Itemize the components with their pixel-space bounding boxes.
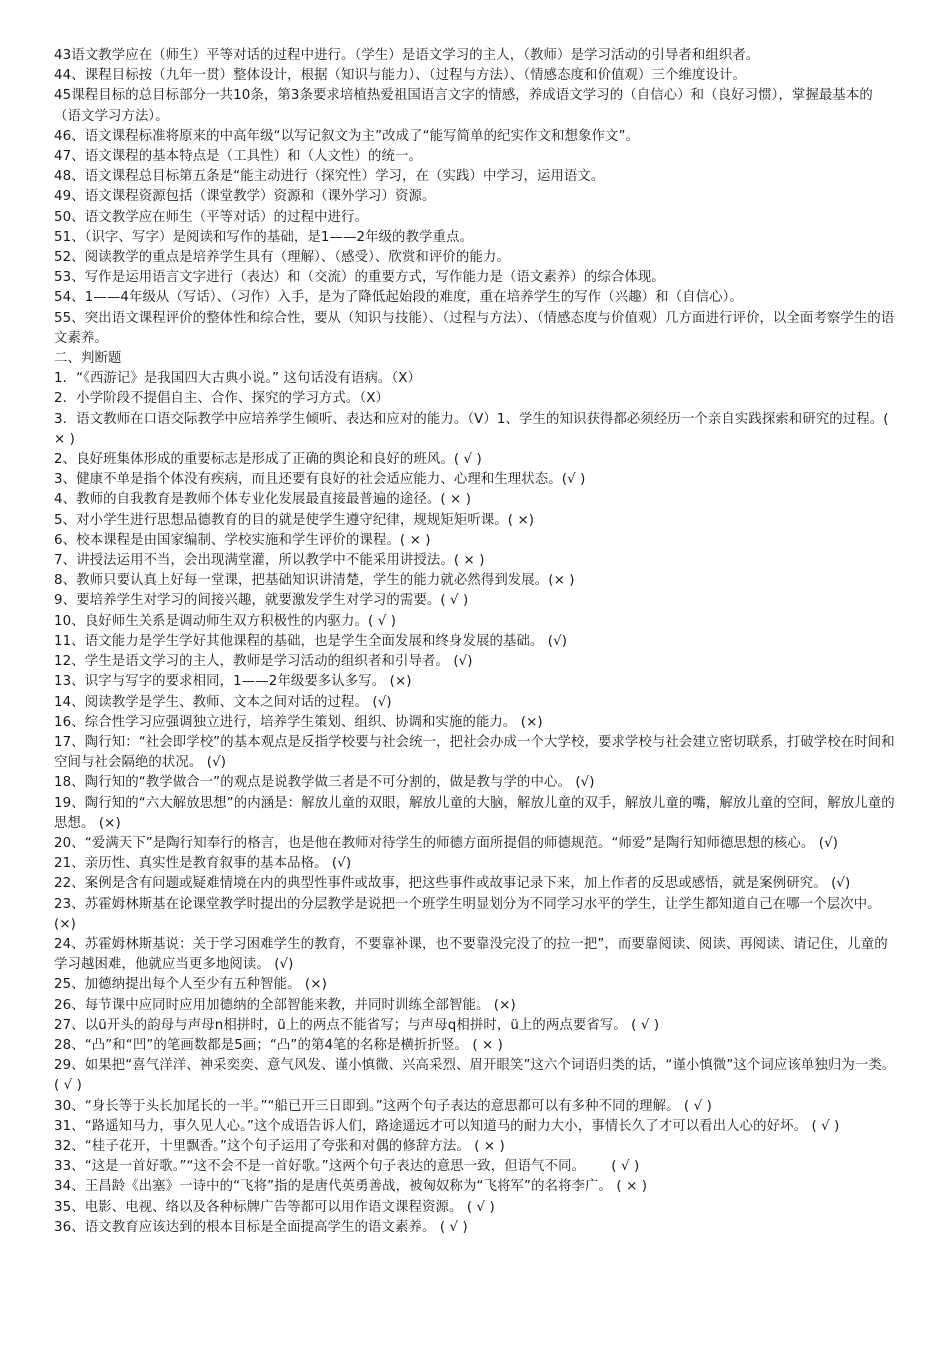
text-line: 20、“爱满天下”是陶行知奉行的格言，也是他在教师对待学生的师德方面所提倡的师德规范。“师爱”是陶行知师德思想的核心。 (√): [54, 835, 839, 851]
text-line: 45课程目标的总目标部分一共10条，第3条要求培植热爱祖国语言文字的情感，养成语文学习的（自信心）和（良好习惯），掌握最基本的（语文学习方法）。: [54, 88, 873, 124]
text-line: 32、“桂子花开，十里飘香。”这个句子运用了夸张和对偶的修辞方法。 ( × ): [54, 1138, 505, 1154]
text-line: 29、如果把“喜气洋洋、神采奕奕、意气风发、谨小慎微、兴高采烈、眉开眼笑”这六个词语归类的话，“谨小慎微”这个词应该单独归为一类。 ( √ ): [54, 1058, 900, 1094]
text-line: 53、写作是运用语言文字进行（表达）和（交流）的重要方式，写作能力是（语文素养）的综合体现。: [54, 270, 665, 286]
text-line: 21、亲历性、真实性是教育叙事的基本品格。 (√): [54, 856, 352, 872]
text-line: 43语文教学应在（师生）平等对话的过程中进行。（学生）是语文学习的主人，（教师）是学习活动的引导者和组织者。: [54, 48, 760, 63]
text-line: 48、语文课程总目标第五条是“能主动进行（探究性）学习，在（实践）中学习，运用语文。: [54, 169, 605, 185]
text-line: 8、教师只要认真上好每一堂课，把基础知识讲清楚，学生的能力就必然得到发展。(× ): [54, 573, 575, 589]
text-line: 54、1——4年级从（写话）、（习作）入手，是为了降低起始段的难度，重在培养学生的写作（兴趣）和（自信心）。: [54, 290, 743, 306]
text-line: 5、对小学生进行思想品德教育的目的就是使学生遵守纪律，规规矩矩听课。( ×): [54, 512, 535, 528]
text-line: 35、电影、电视、络以及各种标牌广告等都可以用作语文课程资源。 ( √ ): [54, 1199, 495, 1215]
text-line: 49、语文课程资源包括（课堂教学）资源和（课外学习）资源。: [54, 189, 436, 205]
text-line: 34、王昌龄《出塞》一诗中的“飞将”指的是唐代英勇善战，被匈奴称为“飞将军”的名将李广。 ( × ): [54, 1179, 648, 1195]
text-line: 2、良好班集体形成的重要标志是形成了正确的舆论和良好的班风。( √ ): [54, 452, 482, 468]
text-line: 24、苏霍姆林斯基说：关于学习困难学生的教育，不要靠补课，也不要靠没完没了的拉一把”，而要靠阅读、阅读、再阅读、请记住，儿童的学习越困难，他就应当更多地阅读。 (√): [54, 936, 888, 973]
text-line: 12、学生是语文学习的主人，教师是学习活动的组织者和引导者。 (√): [54, 654, 473, 670]
text-line: 44、课程目标按（九年一贯）整体设计，根据（知识与能力）、（过程与方法）、（情感态度和价值观）三个维度设计。: [54, 68, 746, 84]
text-line: 25、加德纳提出每个人至少有五种智能。 (×): [54, 977, 327, 993]
text-line: 26、每节课中应同时应用加德纳的全部智能来教，并同时训练全部智能。 (×): [54, 997, 516, 1013]
text-line: 46、语文课程标准将原来的中高年级“以写记叙文为主”改成了“能写简单的纪实作文和想象作文”。: [54, 128, 640, 144]
text-line: 10、良好师生关系是调动师生双方积极性的内驱力。( √ ): [54, 613, 397, 629]
text-line: 17、陶行知：“社会即学校”的基本观点是反指学校要与社会统一，把社会办成一个大学校，要求学校与社会建立密切联系，打破学校在时间和空间与社会隔绝的状况。 (√): [54, 734, 895, 771]
text-line: 28、“凸”和“凹”的笔画数都是5画；“凸”的第4笔的名称是横折折竖。 ( × ): [54, 1037, 504, 1053]
text-line: 4、教师的自我教育是教师个体专业化发展最直接最普遍的途径。( × ): [54, 492, 472, 508]
text-line: 7、讲授法运用不当，会出现满堂灌，所以教学中不能采用讲授法。( × ): [54, 553, 485, 569]
text-line: 36、语文教育应该达到的根本目标是全面提高学生的语文素养。 ( √ ): [54, 1219, 468, 1235]
text-line: 2．小学阶段不提倡自主、合作、探究的学习方式。（X）: [54, 391, 389, 407]
text-line: 30、“身长等于头长加尾长的一半。”“船已开三日即到。”这两个句子表达的意思都可以有多种不同的理解。 ( √ ): [54, 1098, 712, 1114]
text-line: 23、苏霍姆林斯基在论课堂教学时提出的分层教学是说把一个班学生明显划分为不同学习水平的学生，让学生都知道自己在哪一个层次中。 (×): [54, 896, 886, 932]
text-line: 11、语文能力是学生学好其他课程的基础，也是学生全面发展和终身发展的基础。 (√): [54, 633, 568, 649]
text-line: 33、“这是一首好歌。”“这不会不是一首好歌。”这两个句子表达的意思一致，但语气不同。 ( √ ): [54, 1159, 640, 1175]
text-line: 13、识字与写字的要求相同，1——2年级要多认多写。 (×): [54, 674, 412, 690]
text-line: 52、阅读教学的重点是培养学生具有（理解）、（感受）、欣赏和评价的能力。: [54, 250, 510, 266]
text-line: 19、陶行知的“六大解放思想”的内涵是：解放儿童的双眼，解放儿童的大脑，解放儿童的双手，解放儿童的嘴，解放儿童的空间，解放儿童的思想。 (×): [54, 795, 895, 831]
text-line: 55、突出语文课程评价的整体性和综合性，要从（知识与技能）、（过程与方法）、（情感态度与价值观）几方面进行评价，以全面考察学生的语文素养。: [54, 310, 895, 346]
text-line: 18、陶行知的“教学做合一”的观点是说教学做三者是不可分割的，做是教与学的中心。 (√): [54, 775, 595, 791]
text-line: 6、校本课程是由国家编制、学校实施和学生评价的课程。( × ): [54, 532, 431, 548]
text-line: 50、语文教学应在师生（平等对话）的过程中进行。: [54, 209, 369, 225]
text-line: 9、要培养学生对学习的间接兴趣，就要激发学生对学习的需要。( √ ): [54, 593, 469, 609]
text-line: 22、案例是含有问题或疑难情境在内的典型性事件或故事，把这些事件或故事记录下来，加上作者的反思或感悟，就是案例研究。 (√): [54, 876, 851, 892]
text-line: 14、阅读教学是学生、教师、文本之间对话的过程。 (√): [54, 694, 392, 710]
text-line: 3．语文教师在口语交际教学中应培养学生倾听、表达和应对的能力。（V）1、学生的知识获得都必须经历一个亲自实践探索和研究的过程。( × ): [54, 411, 893, 447]
text-line: 31、“路遥知马力，事久见人心。”这个成语告诉人们，路途遥远才可以知道马的耐力大小，事情长久了才可以看出人心的好坏。 ( √ ): [54, 1118, 840, 1134]
text-line: 16、综合性学习应强调独立进行，培养学生策划、组织、协调和实施的能力。 (×): [54, 714, 543, 730]
document-body: [54, 46, 900, 1238]
text-line: 1．“《西游记》是我国四大古典小说。” 这句话没有语病。（X）: [54, 371, 421, 387]
text-line: 47、语文课程的基本特点是（工具性）和（人文性）的统一。: [54, 149, 422, 165]
text-line: 二、判断题: [54, 351, 122, 367]
text-line: 51、（识字、写字）是阅读和写作的基础，是1——2年级的教学重点。: [54, 229, 474, 245]
text-line: 27、以ü开头的韵母与声母n相拼时，ü上的两点不能省写；与声母q相拼时，ü上的两点要省写。 ( √ ): [54, 1017, 660, 1033]
text-line: 3、健康不单是指个体没有疾病，而且还要有良好的社会适应能力、心理和生理状态。(√ ): [54, 472, 586, 488]
